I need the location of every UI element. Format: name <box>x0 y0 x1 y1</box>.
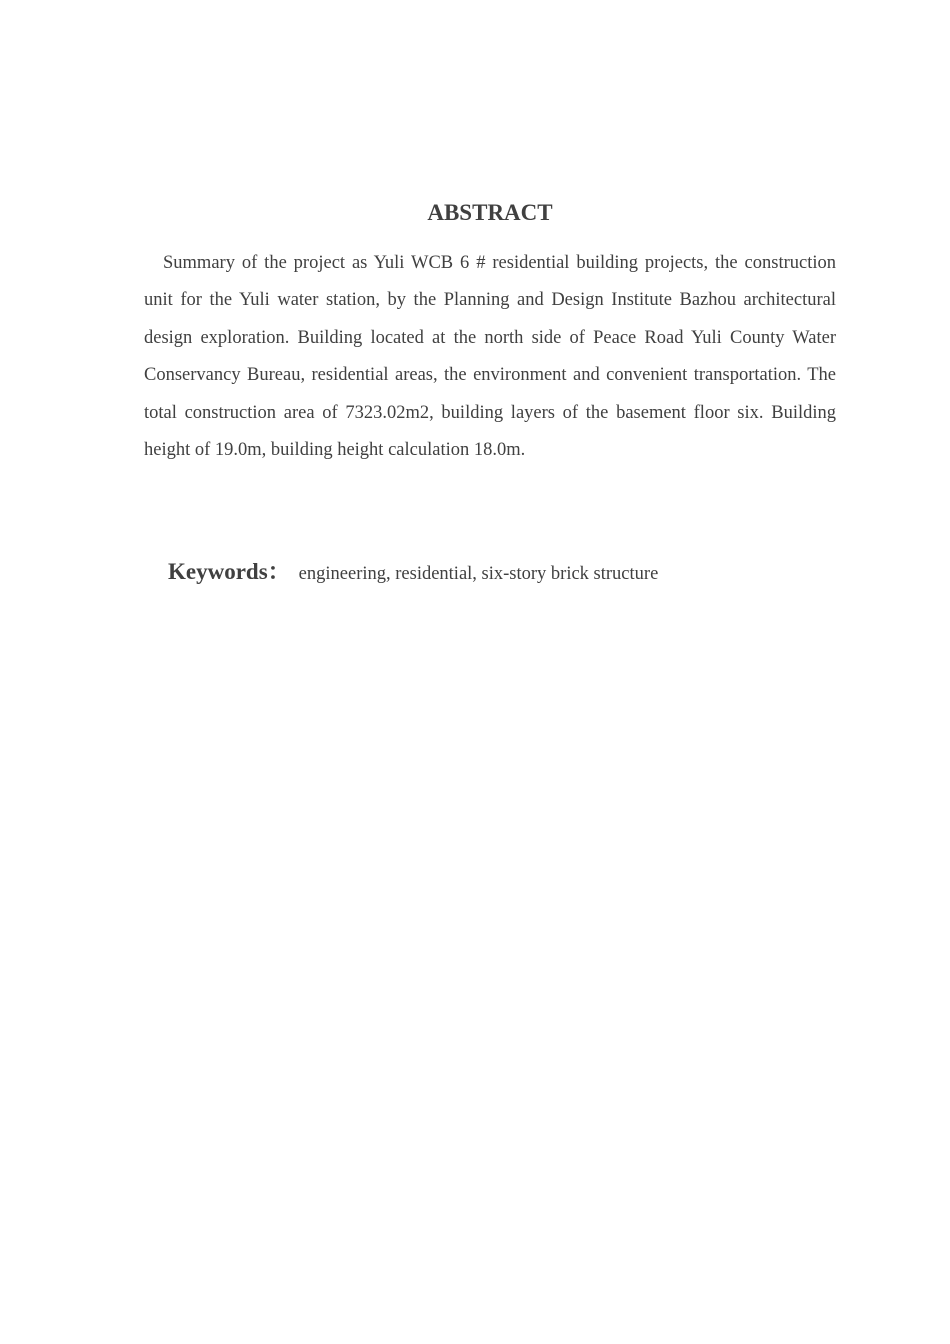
keywords-label: Keywords <box>168 559 268 584</box>
keywords-separator: ： <box>267 559 291 584</box>
keywords-text: engineering, residential, six-story brick structure <box>298 564 659 584</box>
keywords-row <box>168 555 836 591</box>
abstract-title: ABSTRACT <box>427 200 553 225</box>
abstract-body: Summary of the project as Yuli WCB 6 # residential building projects, the construction unit for the Yuli water station, by the Planning and Design Institute Bazhou architectural design exploration. Building located at the north side of Peace Road Yuli County Water Conservancy Bureau, residential areas, the environment and convenient transportation. The total construction area of 7323.02m2, building layers of the basement floor six. Building height of 19.0m, building height calculation 18.0m. <box>144 253 836 461</box>
